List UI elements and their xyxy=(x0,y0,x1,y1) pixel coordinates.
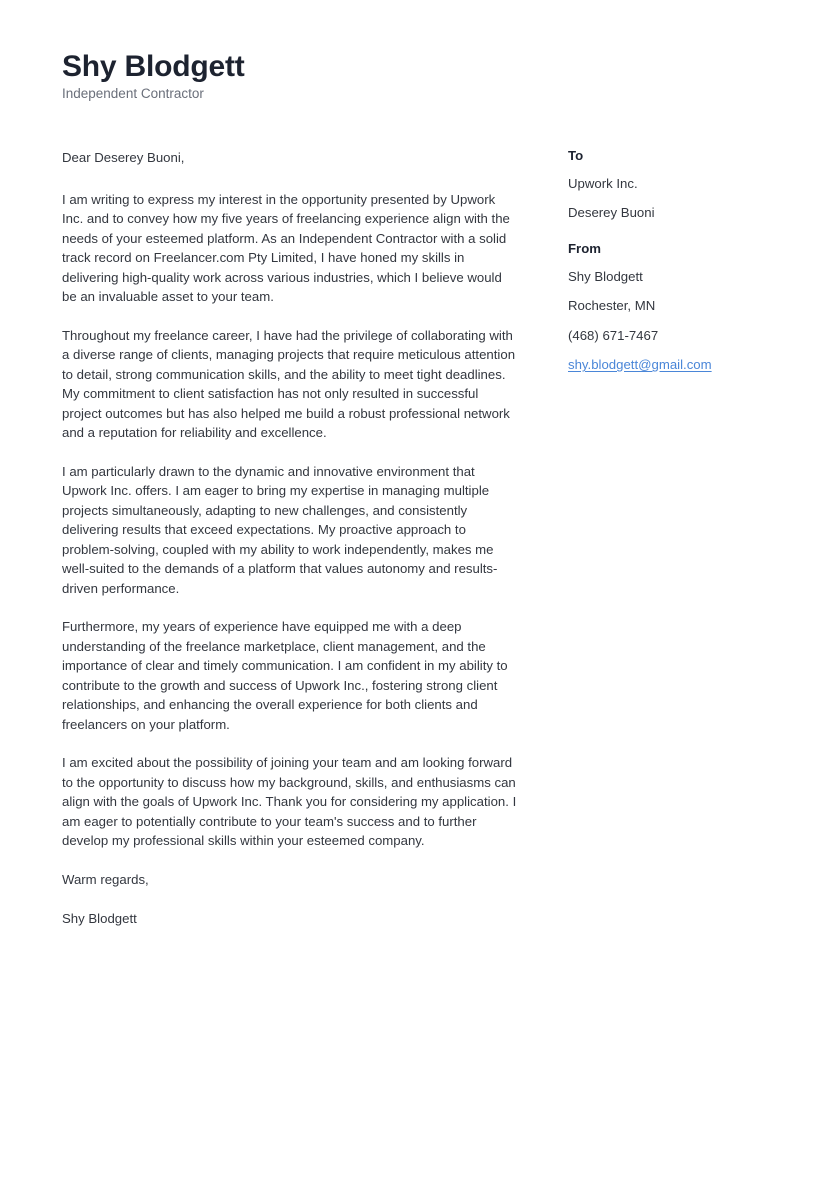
letter-paragraph: Throughout my freelance career, I have had the privilege of collaborating with a diverse range of clients, managing projects that require meticulous attention to detail, strong communication skills, and the ability to meet tight deadlines. My commitment to client satisfaction has not only resulted in successful project outcomes but has also helped me build a robust professional network and a reputation for reliability and excellence. xyxy=(62,327,516,440)
letter-body xyxy=(62,148,520,929)
recipient-name: Deserey Buoni xyxy=(568,205,655,221)
recipient-company: Upwork Inc. xyxy=(568,175,638,191)
job-title: Independent Contractor xyxy=(62,85,204,101)
sender-phone: (468) 671-7467 xyxy=(568,327,659,343)
letter-meta-column xyxy=(568,148,783,374)
signature-name: Shy Blodgett xyxy=(62,911,137,926)
sender-block xyxy=(568,241,783,374)
page-title: Shy Blodgett xyxy=(62,50,245,83)
letter-paragraph: I am writing to express my interest in the opportunity presented by Upwork Inc. and to convey how my five years of freelancing experience align with the needs of your esteemed platform. As an Independent Contractor with a solid track record on Freelancer.com Pty Limited, I have honed my skills in delivering high-quality work across various industries, which I believe would be an invaluable asset to your team. xyxy=(62,191,510,304)
letter-paragraph: I am excited about the possibility of joining your team and am looking forward to the opportunity to discuss how my background, skills, and enthusiasms can align with the goals of Upwork Inc. Thank you for considering my application. I am eager to potentially contribute to your team's success and to further develop my professional skills within your esteemed company. xyxy=(62,755,517,848)
closing-salutation: Warm regards, xyxy=(62,871,149,887)
to-heading: To xyxy=(568,148,584,163)
from-heading: From xyxy=(568,240,601,256)
letter-paragraph: Furthermore, my years of experience have equipped me with a deep understanding of the freelance marketplace, client management, and the importance of clear and timely communication. I am confident in my ability to contribute to the growth and success of Upwork Inc., fostering strong client relationships, and enhancing the overall experience for both clients and freelancers on your platform. xyxy=(62,619,508,732)
sender-location: Rochester, MN xyxy=(568,298,656,314)
sender-email-link[interactable]: shy.blodgett@gmail.com xyxy=(568,357,712,373)
letter-paragraph: I am particularly drawn to the dynamic and innovative environment that Upwork Inc. offers. I am eager to bring my expertise in managing multiple projects simultaneously, adapting to new challenges, and consistently delivering results that exceed expectations. My proactive approach to problem-solving, coupled with my ability to work independently, makes me well-suited to the demands of a platform that values autonomy and results-driven performance. xyxy=(62,463,498,596)
salutation: Dear Deserey Buoni, xyxy=(62,150,185,165)
sender-email-line xyxy=(568,357,783,374)
letterhead xyxy=(62,50,662,102)
sender-name: Shy Blodgett xyxy=(568,268,643,284)
recipient-block xyxy=(568,148,783,222)
